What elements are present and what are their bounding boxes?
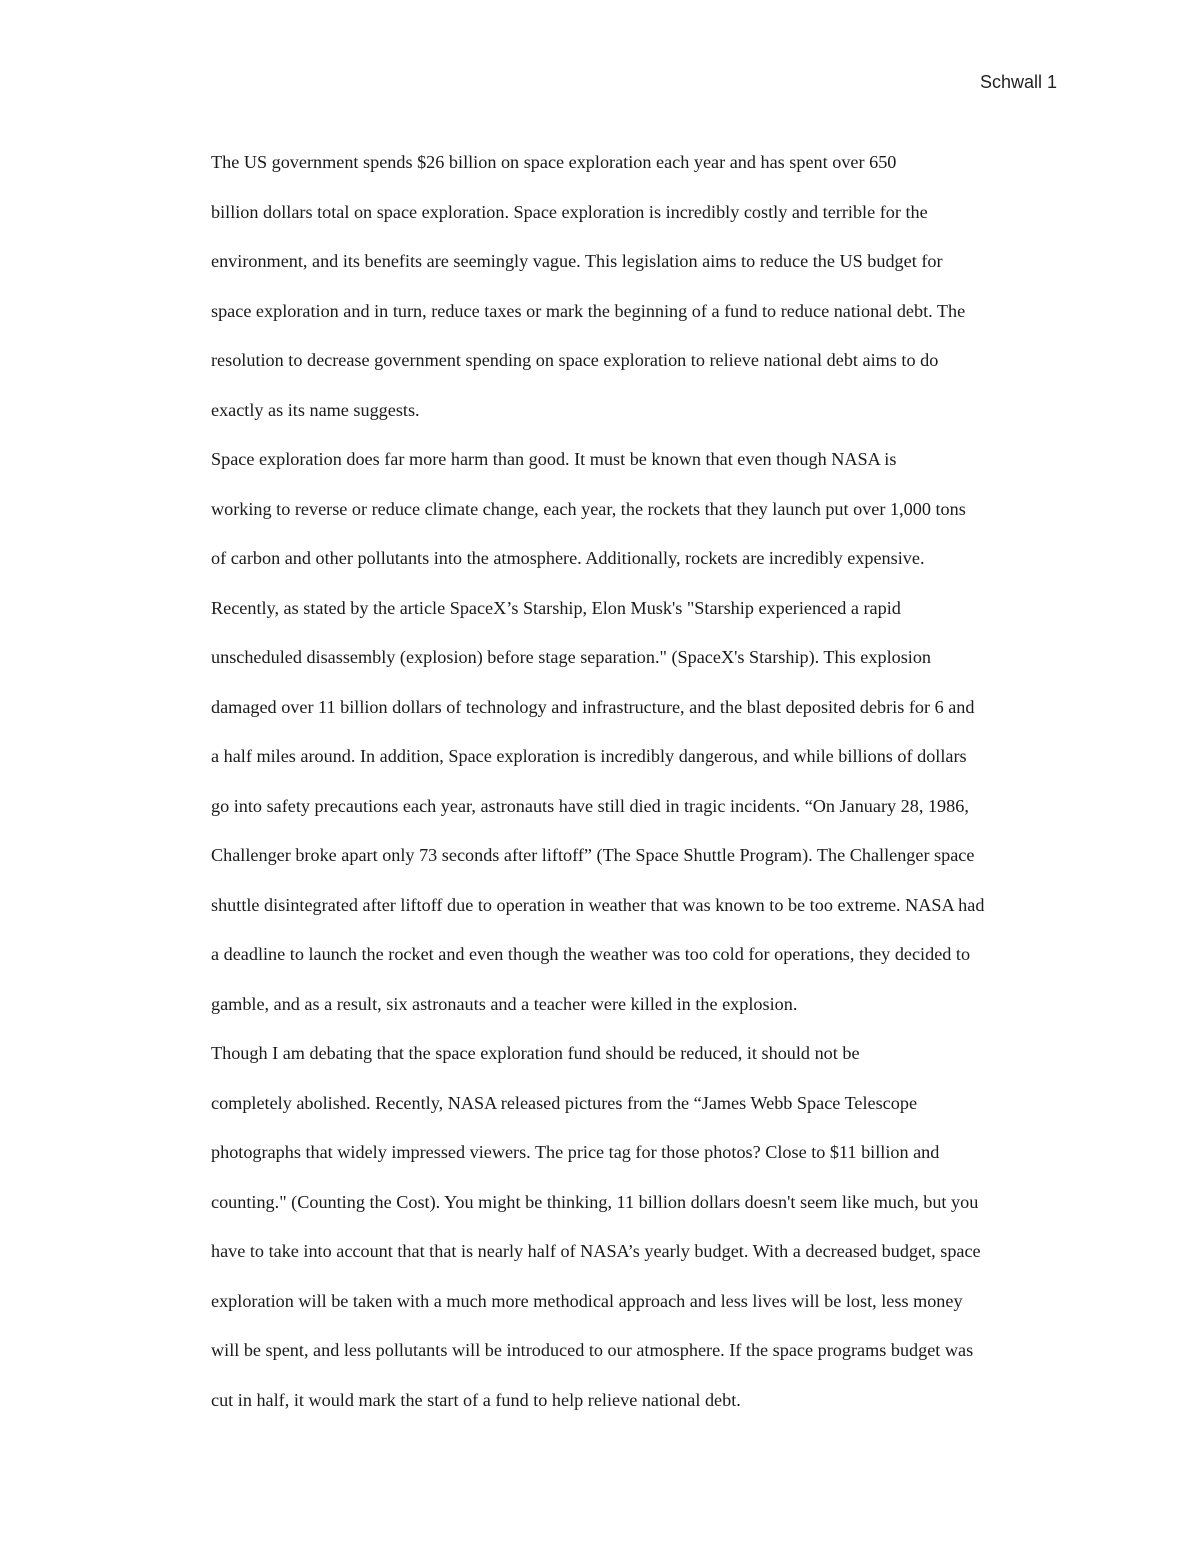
running-head: Schwall 1	[979, 72, 1057, 92]
paragraph-3	[141, 1029, 1059, 1425]
text-line: gamble, and as a result, six astronauts and a teacher were killed in the explosion.	[211, 993, 798, 1014]
text-line: exploration will be taken with a much more methodical approach and less lives will be lost, less money	[211, 1290, 963, 1311]
text-line: will be spent, and less pollutants will be introduced to our atmosphere. If the space programs budget was	[211, 1340, 974, 1360]
text-line: unscheduled disassembly (explosion) before stage separation." (SpaceX's Starship). This explosion	[211, 647, 932, 667]
text-line: environment, and its benefits are seemingly vague. This legislation aims to reduce the US budget for	[211, 251, 943, 271]
text-line: Recently, as stated by the article SpaceX’s Starship, Elon Musk's "Starship experienced a rapid	[211, 597, 901, 618]
text-line: a deadline to launch the rocket and even though the weather was too cold for operations, they decided to	[211, 944, 971, 964]
text-line: have to take into account that that is nearly half of NASA’s yearly budget. With a decreased budget, space	[211, 1241, 981, 1261]
text-line: billion dollars total on space exploration. Space exploration is incredibly costly and terrible for the	[211, 201, 928, 222]
text-line: Challenger broke apart only 73 seconds after liftoff” (The Space Shuttle Program). The Challenger space	[211, 845, 975, 865]
text-line: of carbon and other pollutants into the atmosphere. Additionally, rockets are incredibly expensive.	[211, 548, 925, 568]
text-line: space exploration and in turn, reduce taxes or mark the beginning of a fund to reduce national debt. The	[211, 300, 966, 321]
text-line: working to reverse or reduce climate change, each year, the rockets that they launch put over 1,000 tons	[211, 498, 966, 519]
paragraph-1	[141, 138, 1059, 435]
text-line: exactly as its name suggests.	[211, 399, 420, 420]
document-body	[141, 138, 1059, 1425]
text-line: a half miles around. In addition, Space exploration is incredibly dangerous, and while billions of dollars	[211, 746, 967, 766]
text-line: completely abolished. Recently, NASA released pictures from the “James Webb Space Telescope	[211, 1092, 918, 1113]
text-line: The US government spends $26 billion on space exploration each year and has spent over 650	[211, 152, 897, 172]
text-line: go into safety precautions each year, astronauts have still died in tragic incidents. “On January 28, 1986,	[211, 795, 969, 816]
text-line: damaged over 11 billion dollars of technology and infrastructure, and the blast deposited debris for 6 and	[211, 696, 975, 717]
text-line: Space exploration does far more harm than good. It must be known that even though NASA is	[211, 449, 897, 469]
text-line: photographs that widely impressed viewers. The price tag for those photos? Close to $11 billion and	[211, 1142, 940, 1162]
paragraph-2	[141, 435, 1059, 1029]
text-line: counting." (Counting the Cost). You might be thinking, 11 billion dollars doesn't seem like much, but you	[211, 1191, 979, 1212]
text-line: resolution to decrease government spending on space exploration to relieve national debt aims to do	[211, 350, 939, 370]
text-line: Though I am debating that the space exploration fund should be reduced, it should not be	[211, 1043, 860, 1063]
text-line: cut in half, it would mark the start of a fund to help relieve national debt.	[211, 1389, 741, 1410]
text-line: shuttle disintegrated after liftoff due to operation in weather that was known to be too extreme. NASA had	[211, 894, 985, 915]
